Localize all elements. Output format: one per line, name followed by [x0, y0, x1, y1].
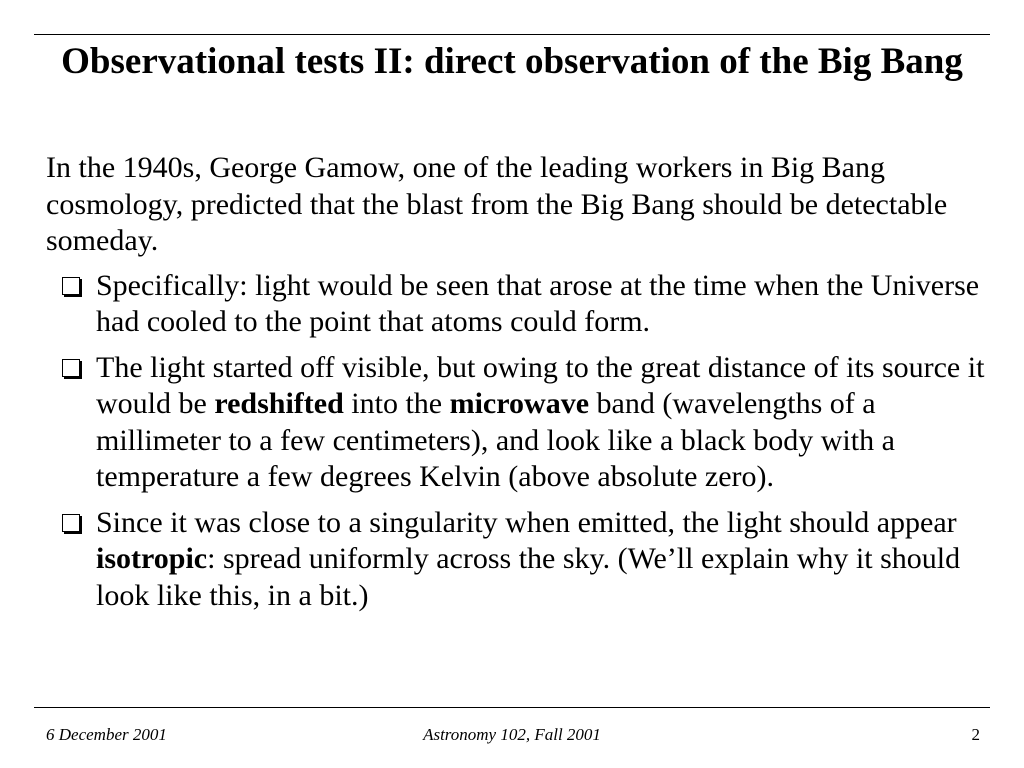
bullet-item-redshift: [46, 350, 986, 496]
bold-term-microwave: microwave: [449, 387, 590, 420]
bullet-item-light-origin: [46, 268, 986, 341]
top-rule: [34, 34, 990, 35]
bold-term-isotropic: isotropic: [96, 542, 208, 575]
bullet-text-part: Since it was close to a singularity when emitted, the light should appear: [96, 505, 957, 539]
checkbox-square-icon: [62, 277, 80, 295]
bullet-text-part: : spread uniformly across the sky. (We’ll explain why it should look like this, in a bit.): [96, 542, 961, 612]
footer-course: Astronomy 102, Fall 2001: [423, 725, 601, 744]
intro-paragraph: In the 1940s, George Gamow, one of the leading workers in Big Bang cosmology, predicted that the blast from the Big Bang should be detectable someday.: [46, 151, 948, 257]
bold-term-redshifted: redshifted: [214, 387, 344, 420]
bullet-text-part: The light started off visible, but owing to the great distance of its source it would be: [96, 350, 985, 420]
bullet-text-part: into the: [343, 387, 450, 420]
checkbox-square-icon: [62, 514, 80, 532]
bullet-text: Specifically: light would be seen that arose at the time when the Universe had cooled to the point that atoms could form.: [96, 268, 980, 338]
bullet-item-isotropic: [46, 505, 986, 615]
bottom-rule: [34, 707, 990, 708]
bullet-list: [46, 268, 986, 615]
footer-date: 6 December 2001: [46, 725, 167, 744]
slide-title: Observational tests II: direct observation of the Big Bang: [61, 41, 963, 82]
footer-page-number: 2: [971, 725, 980, 744]
slide-body: [46, 150, 986, 623]
bullet-text-part: band (wavelengths of a millimeter to a few centimeters), and look like a black body with a temperature a few degrees Kelvin (above absolute zero).: [96, 387, 895, 493]
checkbox-square-icon: [62, 359, 80, 377]
